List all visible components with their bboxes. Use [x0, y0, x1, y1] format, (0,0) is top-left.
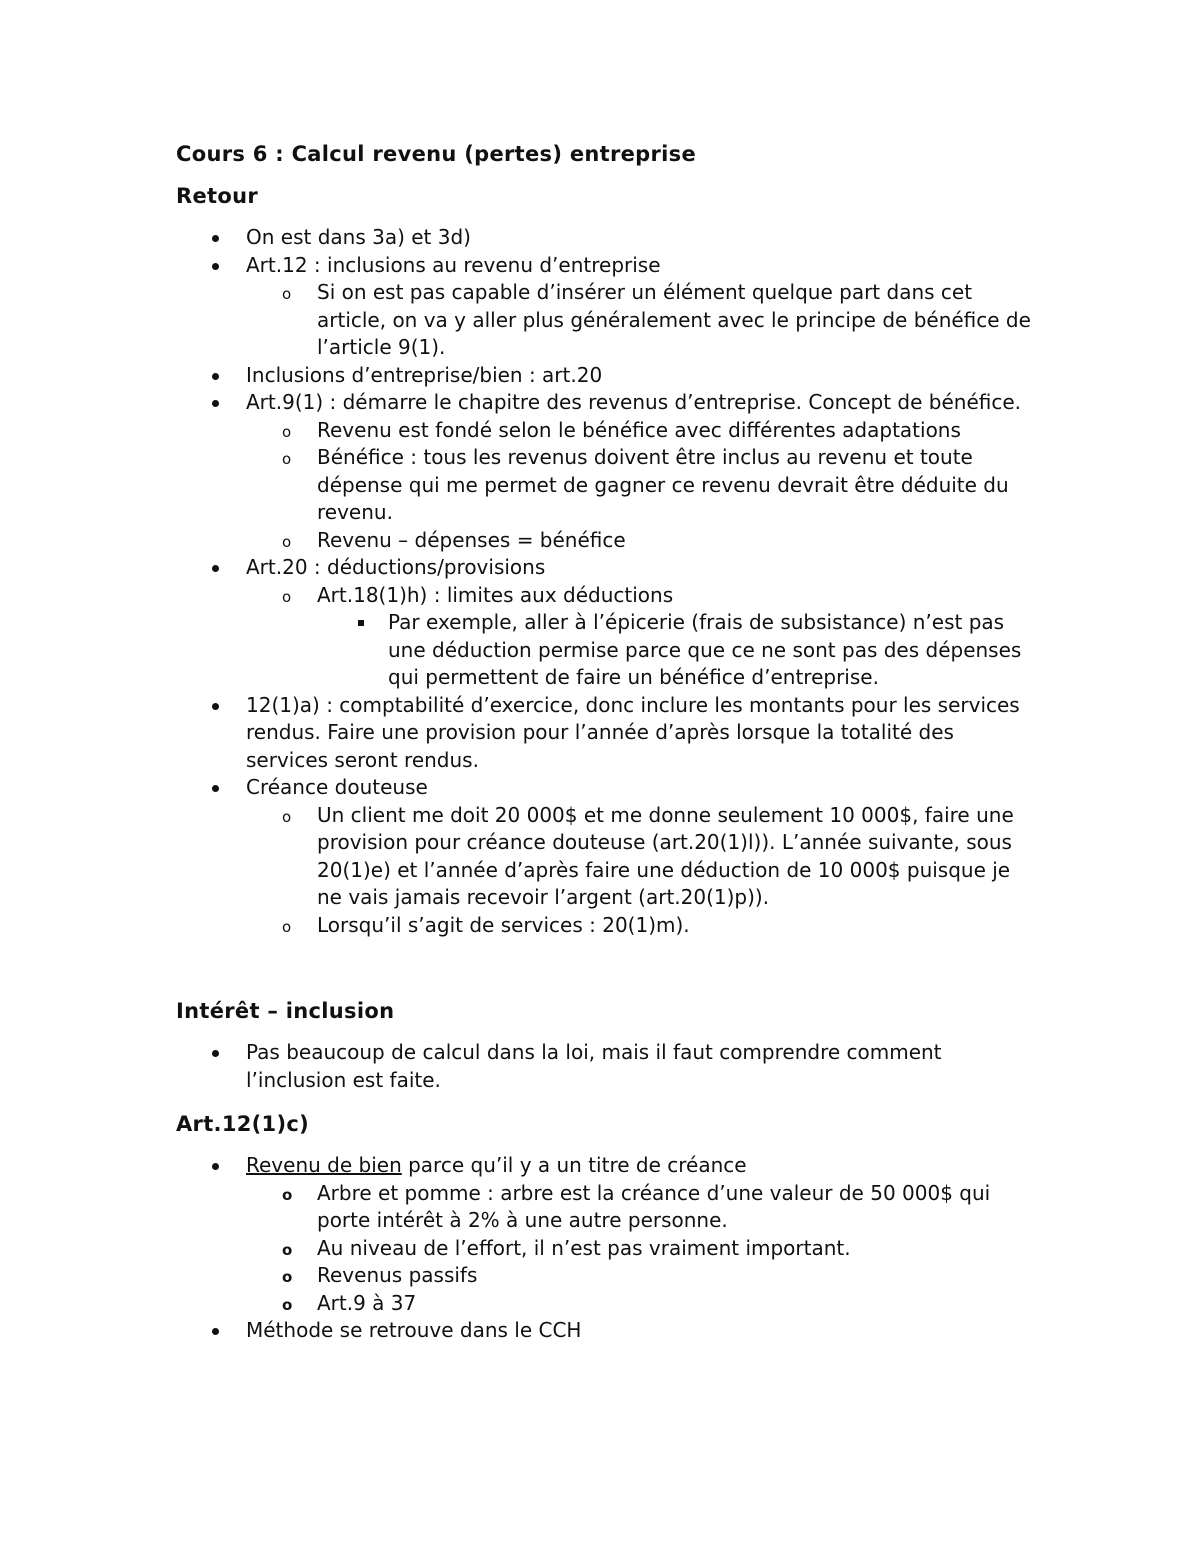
list-item: Par exemple, aller à l’épicerie (frais de subsistance) n’est pas une déduction permise parce que ce ne sont pas des dépenses qui permettent de faire un bénéfice d’entreprise. [388, 610, 1022, 689]
list-item: Art.20 : déductions/provisions [246, 555, 546, 579]
list-item: Revenu de bien parce qu’il y a un titre de créance [246, 1153, 747, 1177]
underlined-term: Revenu de bien [246, 1153, 402, 1177]
list-item: Pas beaucoup de calcul dans la loi, mais il faut comprendre comment l’inclusion est faite. [246, 1040, 942, 1092]
list-item: o Revenu – dépenses = bénéfice [176, 527, 1036, 555]
list-item: o Revenu est fondé selon le bénéfice avec différentes adaptations [176, 417, 1036, 445]
circle-bullet-icon: o [282, 1240, 293, 1259]
circle-bullet-icon: o [282, 1185, 293, 1204]
circle-bullet-icon: o [282, 285, 292, 303]
list-item: o Si on est pas capable d’insérer un élément quelque part dans cet article, on va y aller plus généralement avec le principe de bénéfice de l’article 9(1). [282, 280, 1031, 359]
circle-bullet-icon: o [282, 422, 292, 441]
section-heading-interet: Intérêt – inclusion [176, 999, 395, 1023]
circle-bullet-icon: o [282, 1295, 293, 1314]
document-page [176, 136, 1036, 1345]
list-item: Art.9(1) : démarre le chapitre des revenus d’entreprise. Concept de bénéfice. [246, 390, 1022, 414]
list-item: o Lorsqu’il s’agit de services : 20(1)m). [176, 912, 1036, 940]
circle-bullet-icon: o [282, 1268, 293, 1286]
circle-bullet-icon: o [282, 917, 292, 936]
list-item: o Revenus passifs [176, 1262, 1036, 1290]
list-item: o Art.18(1)h) : limites aux déductions [176, 582, 1036, 610]
circle-bullet-icon: o [282, 587, 292, 606]
section-heading-art12: Art.12(1)c) [176, 1112, 310, 1136]
list-item: Méthode se retrouve dans le CCH [246, 1318, 582, 1342]
section-heading-retour: Retour [176, 184, 258, 208]
list-item: Art.12 : inclusions au revenu d’entreprise [246, 252, 661, 277]
course-title: Cours 6 : Calcul revenu (pertes) entreprise [176, 142, 696, 166]
list-item: o Au niveau de l’effort, il n’est pas vraiment important. [176, 1235, 1036, 1263]
list-item: On est dans 3a) et 3d) [246, 225, 471, 249]
circle-bullet-icon: o [282, 807, 292, 826]
list-item: Inclusions d’entreprise/bien : art.20 [246, 362, 603, 387]
list-item: 12(1)a) : comptabilité d’exercice, donc inclure les montants pour les services rendus. Faire une provision pour l’année d’après lorsque la totalité des services seront rendus. [246, 692, 1020, 772]
art12-list [176, 1152, 1036, 1345]
list-item: o Un client me doit 20 000$ et me donne seulement 10 000$, faire une provision pour créance douteuse (art.20(1)l)). L’année suivante, sous 20(1)e) et l’année d’après faire une déduction de 10 000$ puisque je ne vais jamais recevoir l’argent (art.20(1)p)). [282, 802, 1014, 909]
list-item: o Bénéfice : tous les revenus doivent être inclus au revenu et toute dépense qui me permet de gagner ce revenu devrait être déduite du revenu. [282, 445, 1009, 524]
circle-bullet-icon: o [282, 450, 292, 468]
retour-list [176, 224, 1036, 939]
list-item: o Arbre et pomme : arbre est la créance d’une valeur de 50 000$ qui porte intérêt à 2% à une autre personne. [282, 1180, 991, 1232]
circle-bullet-icon: o [282, 532, 292, 551]
interet-list [176, 1039, 1036, 1094]
list-item: Créance douteuse [246, 775, 428, 799]
list-item: o Art.9 à 37 [176, 1290, 1036, 1318]
